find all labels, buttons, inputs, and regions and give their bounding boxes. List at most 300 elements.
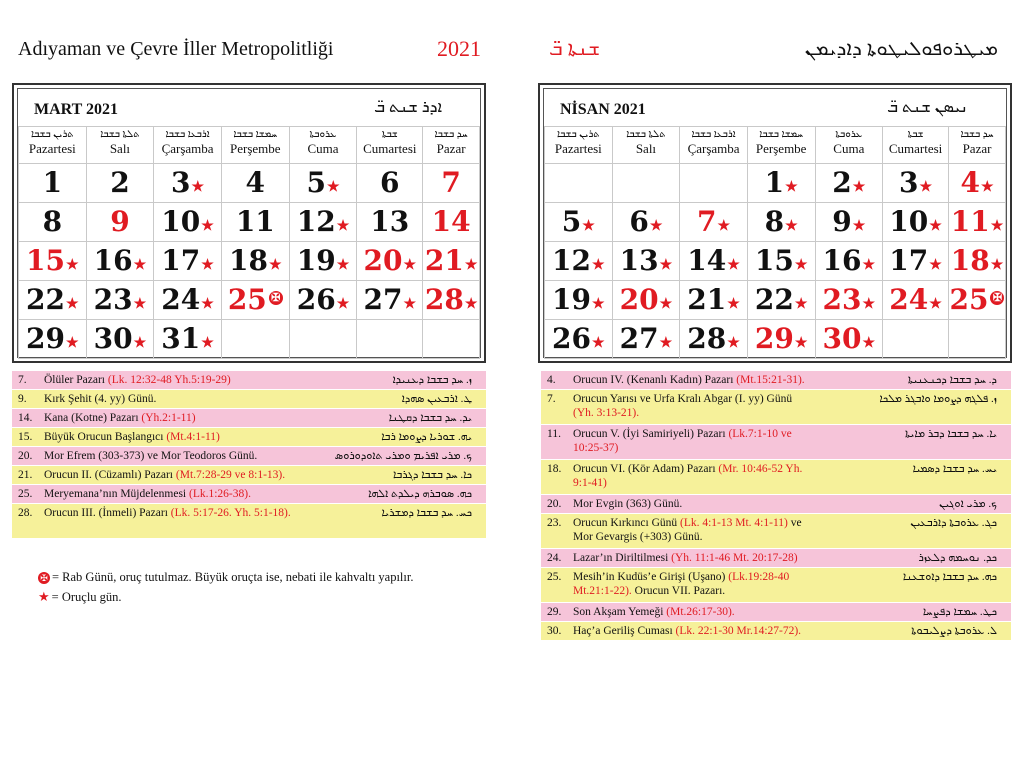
event-row (12, 466, 486, 485)
fasting-star-icon: ★ (852, 179, 866, 195)
empty-day-cell (423, 320, 480, 359)
march-calendar (12, 83, 486, 363)
day-number-text: 2 (832, 166, 852, 199)
april-calendar (538, 83, 1012, 363)
event-text (44, 468, 294, 482)
event-syriac-text: ܕ. ܚܕ ܒܫܒܐ ܕܟܢܥܢܝܬܐ (907, 374, 997, 386)
event-date: 9. (18, 393, 27, 405)
weekday-turkish: Pazar (962, 141, 992, 156)
day-number-text: 3 (171, 166, 191, 199)
week-row (545, 281, 1006, 320)
day-cell (86, 320, 154, 359)
empty-day-cell (289, 320, 357, 359)
event-text (573, 624, 813, 638)
day-number (357, 242, 422, 280)
day-cell (86, 203, 154, 242)
weekday-syriac: ܬܪܝܢ ܒܫܒܐ (30, 129, 74, 140)
day-number (883, 203, 948, 241)
event-text (573, 570, 813, 598)
day-number-text: 9 (110, 205, 130, 238)
day-number (816, 281, 883, 319)
event-date: 24. (547, 552, 562, 564)
event-syriac-text: ܟܕ. ܢܘܚܡܗ ܕܠܥܙܪ (918, 552, 997, 564)
fasting-star-icon: ★ (785, 218, 798, 234)
legend-star-row (38, 587, 413, 607)
day-number-text: 18 (229, 244, 268, 277)
day-number (423, 164, 479, 202)
day-number (87, 281, 154, 319)
event-name: Mor Evgin (363) Günü. (573, 498, 683, 510)
weekday-syriac: ܫܒܬܐ (381, 129, 398, 140)
event-reference: (Yh.2:1-11) (141, 412, 196, 424)
day-number-text: 27 (619, 322, 659, 355)
fasting-star-icon: ★ (794, 296, 808, 312)
event-syriac-text: ܟܓ. ܥܪܘܒܬܐ ܕܐܪܒܥܝܢ (910, 517, 997, 529)
day-number-text: 24 (161, 283, 201, 316)
fasting-star-icon: ★ (336, 296, 350, 312)
fasting-star-icon: ★ (201, 218, 214, 234)
event-syriac-text: ܟܚ. ܚܕ ܒܫܒܐ ܕܡܫܪܝܐ (381, 507, 472, 519)
event-reference: (Mt.7:28-29 ve 8:1-13). (175, 469, 286, 481)
fasting-star-icon: ★ (727, 257, 740, 273)
day-number-text: 21 (687, 283, 727, 316)
march-event-list (12, 371, 486, 539)
event-text (44, 506, 294, 520)
day-cell (86, 281, 154, 320)
event-reference: (Lk. 12:32-48 Yh.5:19-29) (107, 374, 231, 386)
event-syriac-text: ܟܗ. ܣܘܒܪܗ ܕܝܠܕܬ ܐܠܗܐ (368, 488, 472, 500)
event-text (44, 430, 294, 444)
day-number-text: 19 (296, 244, 336, 277)
event-text (573, 516, 813, 544)
day-number (222, 242, 289, 280)
legend-cross-row (38, 567, 413, 587)
day-number-text: 23 (822, 283, 862, 316)
day-number (816, 320, 883, 358)
day-cell (747, 281, 815, 320)
fasting-star-icon: ★ (727, 296, 740, 312)
day-cell (221, 203, 289, 242)
day-number-text: 29 (754, 322, 794, 355)
weekday-turkish: Perşembe (755, 141, 807, 156)
event-date: 23. (547, 517, 562, 529)
weekday-header (19, 127, 87, 164)
star-icon: ★ (38, 589, 50, 604)
weekday-header (949, 127, 1006, 164)
day-number (816, 242, 883, 280)
week-row (545, 242, 1006, 281)
day-cell (86, 164, 154, 203)
fasting-star-icon: ★ (929, 296, 942, 312)
day-number-text: 6 (629, 205, 649, 238)
event-text (573, 605, 813, 619)
event-reference: (Lk.1:26-38). (189, 488, 251, 500)
day-number (613, 281, 680, 319)
event-reference: (Mt.15:21-31). (736, 374, 805, 386)
weekday-turkish: Pazartesi (28, 141, 76, 156)
day-cell (545, 320, 613, 359)
day-number (19, 281, 86, 319)
april-calendar-inner (543, 88, 1007, 358)
weekday-header (545, 127, 613, 164)
day-cell (154, 164, 222, 203)
fasting-star-icon: ★ (464, 296, 478, 312)
weekday-header (815, 127, 883, 164)
day-number (748, 320, 815, 358)
day-cell (423, 242, 480, 281)
april-event-list (541, 371, 1011, 641)
day-number (357, 164, 422, 202)
day-number (883, 281, 948, 319)
day-number (816, 164, 883, 202)
fasting-star-icon: ★ (659, 257, 673, 273)
fasting-star-icon: ★ (990, 257, 1004, 273)
event-syriac-text: ܙ. ܚܕ ܒܫܒܐ ܕܥܢܝܕܐ (392, 374, 472, 386)
weekday-header (289, 127, 357, 164)
march-syriac-title: ܐܕܪ ܫܢܬ ܒ̈ (374, 99, 442, 116)
fasting-star-icon: ★ (929, 257, 942, 273)
empty-day-cell (883, 320, 949, 359)
day-number (19, 242, 86, 280)
march-grid (18, 126, 480, 359)
day-number (290, 281, 357, 319)
day-cell (815, 203, 883, 242)
day-number-text: 19 (552, 283, 592, 316)
weekday-turkish: Pazar (436, 141, 466, 156)
fasting-star-icon: ★ (727, 335, 740, 351)
event-syriac-text: ܟܛ. ܚܡܫܐ ܕܦܨܚܐ (922, 606, 997, 618)
event-syriac-text: ܝܐ. ܚܕ ܒܫܒܐ ܕܒܪ ܡܐܝܬܐ (905, 428, 997, 440)
event-name: Kırk Şehit (4. yy) Günü. (44, 393, 157, 405)
weekday-header (154, 127, 222, 164)
event-date: 25. (547, 571, 562, 583)
day-cell (545, 281, 613, 320)
day-cell (423, 203, 480, 242)
fasting-star-icon: ★ (336, 218, 350, 234)
day-number (883, 164, 948, 202)
day-cell (883, 203, 949, 242)
fasting-star-icon: ★ (66, 257, 79, 273)
week-row (545, 164, 1006, 203)
day-number (87, 242, 154, 280)
empty-day-cell (357, 320, 423, 359)
event-syriac-text: ܙ. ܦܠܓܗ ܕܨܘܡܐ ܘܐܒܓܪ ܡܠܟܐ (879, 393, 997, 405)
day-cell (815, 281, 883, 320)
day-cell (612, 281, 680, 320)
weekday-turkish: Cuma (307, 141, 339, 156)
weekday-turkish: Cumartesi (363, 141, 417, 156)
event-reference: (Mt.4:1-11) (166, 431, 220, 443)
event-text (44, 392, 294, 406)
event-name: Ölüler Pazarı (44, 374, 108, 386)
event-name: Kana (Kotne) Pazarı (44, 412, 142, 424)
event-name: Orucun II. (Cüzamlı) Pazarı (44, 469, 176, 481)
day-number (87, 203, 154, 241)
event-row (541, 495, 1011, 514)
event-row (12, 428, 486, 447)
day-number-text: 3 (899, 166, 919, 199)
event-text (573, 497, 813, 511)
fasting-star-icon: ★ (133, 335, 147, 351)
day-number (19, 320, 86, 358)
weekday-syriac: ܬܠܬܐ ܒܫܒܐ (626, 129, 666, 140)
weekday-syriac: ܐܪܒܥܐ ܒܫܒܐ (165, 129, 210, 140)
weekday-header (747, 127, 815, 164)
day-number-text: 30 (822, 322, 862, 355)
fasting-star-icon: ★ (66, 296, 79, 312)
empty-day-cell (545, 164, 613, 203)
march-title: MART 2021 (34, 101, 119, 118)
event-row (12, 409, 486, 428)
fasting-star-icon: ★ (862, 296, 876, 312)
day-number (222, 203, 289, 241)
day-number-text: 26 (552, 322, 592, 355)
event-reference: (Lk. 5:17-26. Yh. 5:1-18). (170, 507, 291, 519)
day-number-text: 9 (832, 205, 852, 238)
event-row (541, 568, 1011, 603)
lords-day-cross-icon: ✠ (269, 291, 283, 305)
day-number-text: 25 (227, 283, 267, 316)
event-name: Orucun V. (İyi Samiriyeli) Pazarı (573, 428, 729, 440)
weekday-syriac: ܐܪܒܥܐ ܒܫܒܐ (691, 129, 736, 140)
fasting-star-icon: ★ (336, 257, 350, 273)
day-number (423, 242, 479, 280)
day-number (545, 203, 612, 241)
day-number (222, 164, 289, 202)
day-number-text: 22 (754, 283, 794, 316)
fasting-star-icon: ★ (794, 335, 808, 351)
day-cell (289, 242, 357, 281)
event-date: 11. (547, 428, 561, 440)
event-syriac-text: ܝܗ. ܫܘܪܝܐ ܕܨܘܡܐ ܪܒܐ (381, 431, 472, 443)
fasting-star-icon: ★ (464, 257, 478, 273)
day-number-text: 11 (950, 205, 990, 238)
event-text (573, 392, 813, 420)
event-name: Orucun Yarısı ve Urfa Kralı Abgar (I. yy) Günü (573, 393, 793, 405)
day-number-text: 5 (561, 205, 582, 238)
event-row (541, 425, 1011, 460)
day-number (423, 281, 479, 319)
day-number (816, 203, 883, 241)
event-name: ve Mor Gevargis (+303) Günü. (573, 517, 802, 543)
weekday-turkish: Salı (109, 141, 131, 156)
day-number (290, 242, 357, 280)
day-number (19, 164, 86, 202)
day-number-text: 16 (93, 244, 133, 277)
weekday-syriac: ܥܪܘܒܬܐ (835, 129, 863, 140)
day-number (680, 203, 747, 241)
day-number-text: 7 (441, 166, 461, 199)
legend (38, 567, 413, 607)
fasting-star-icon: ★ (403, 257, 417, 273)
weekday-syriac: ܥܪܘܒܬܐ (309, 129, 337, 140)
legend-cross-text: = Rab Günü, oruç tutulmaz. Büyük oruçta ise, nebati ile kahvaltı yapılır. (52, 570, 414, 584)
day-cell (815, 242, 883, 281)
event-text (573, 427, 813, 455)
fasting-star-icon: ★ (649, 218, 663, 234)
day-number (680, 320, 747, 358)
event-date: 30. (547, 625, 562, 637)
weekday-syriac: ܬܪܝܢ ܒܫܒܐ (556, 129, 600, 140)
event-reference: (Lk.19:28-40 Mt.21:1-22). (573, 571, 790, 597)
april-grid (544, 126, 1006, 359)
day-cell (545, 203, 613, 242)
weekday-syriac: ܚܕ ܒܫܒܐ (960, 129, 994, 140)
day-number-text: 28 (687, 322, 727, 355)
day-cell (221, 281, 289, 320)
event-date: 4. (547, 374, 556, 386)
event-syriac-text: ܝܚ. ܚܕ ܒܫܒܐ ܕܣܡܝܐ (912, 463, 997, 475)
fasting-star-icon: ★ (133, 257, 147, 273)
event-row (12, 447, 486, 466)
event-reference: (Lk.7:1-10 ve 10:25-37) (573, 428, 792, 454)
day-cell (680, 281, 748, 320)
day-number-text: 27 (363, 283, 403, 316)
fasting-star-icon: ★ (201, 257, 214, 273)
event-reference: (Mr. 10:46-52 Yh. 9:1-41) (573, 463, 803, 489)
week-row (19, 281, 480, 320)
syriac-metropolis-title: ܡܝܛܪܘܦܘܠܝܛܘܬܐ ܕܐܕܝܡܢ (804, 38, 998, 60)
weekday-syriac: ܬܠܬܐ ܒܫܒܐ (100, 129, 140, 140)
event-text (573, 551, 813, 565)
fasting-star-icon: ★ (133, 296, 147, 312)
event-row (12, 371, 486, 390)
day-number (87, 164, 154, 202)
day-number (883, 242, 948, 280)
day-cell (612, 242, 680, 281)
event-date: 29. (547, 606, 562, 618)
weekday-turkish: Çarşamba (687, 141, 740, 156)
fasting-star-icon: ★ (717, 218, 731, 234)
empty-day-cell (680, 164, 748, 203)
fasting-star-icon: ★ (659, 335, 673, 351)
fasting-star-icon: ★ (269, 257, 282, 273)
event-syriac-text: ܝܕ. ܚܕ ܒܫܒܐ ܕܩܛܢܐ (388, 412, 472, 424)
event-reference: (Lk. 22:1-30 Mr.14:27-72). (675, 625, 802, 637)
day-number-text: 18 (950, 244, 990, 277)
event-text (44, 373, 294, 387)
day-number (87, 320, 154, 358)
day-number (545, 281, 612, 319)
event-row (541, 622, 1011, 641)
event-row (12, 485, 486, 504)
fasting-star-icon: ★ (659, 296, 673, 312)
day-number (680, 242, 747, 280)
empty-day-cell (949, 320, 1006, 359)
day-cell (357, 164, 423, 203)
fasting-star-icon: ★ (201, 335, 214, 351)
day-cell (423, 281, 480, 320)
fasting-star-icon: ★ (990, 218, 1004, 234)
event-date: 20. (18, 450, 33, 462)
day-number-text: 31 (161, 322, 201, 355)
day-number-text: 25 (949, 283, 989, 316)
day-cell (815, 164, 883, 203)
syriac-year-label: ܫܢܬܐ ܒ̈ (549, 38, 601, 60)
event-syriac-text: ܟ. ܡܪܝ ܐܦܪܝܡ ܘܡܪܝ ܬܐܘܕܘܪܘܣ (334, 450, 472, 462)
april-title: NİSAN 2021 (560, 101, 646, 118)
event-text (44, 487, 294, 501)
legend-star-text: = Oruçlu gün. (51, 590, 122, 604)
day-number (290, 203, 357, 241)
day-cell (357, 281, 423, 320)
fasting-star-icon: ★ (592, 335, 605, 351)
day-cell (883, 164, 949, 203)
event-row (12, 504, 486, 539)
day-number-text: 24 (889, 283, 929, 316)
event-date: 15. (18, 431, 33, 443)
day-number (154, 320, 221, 358)
fasting-star-icon: ★ (592, 296, 605, 312)
event-date: 21. (18, 469, 33, 481)
day-number-text: 17 (889, 244, 929, 277)
event-reference: (Yh. 11:1-46 Mt. 20:17-28) (671, 552, 798, 564)
day-number (423, 203, 479, 241)
weekday-header (680, 127, 748, 164)
day-number-text: 4 (245, 166, 266, 199)
year-label: 2021 (437, 36, 481, 61)
weekday-turkish: Perşembe (230, 141, 281, 156)
day-cell (19, 242, 87, 281)
event-text (44, 411, 294, 425)
fasting-star-icon: ★ (66, 335, 79, 351)
day-number (949, 164, 1005, 202)
fasting-star-icon: ★ (785, 179, 798, 195)
weekday-header (612, 127, 680, 164)
day-number-text: 30 (93, 322, 133, 355)
day-number (748, 164, 815, 202)
day-number (949, 281, 1005, 319)
day-cell (545, 242, 613, 281)
event-syriac-text: ܟܗ. ܚܕ ܒܫܒܐ ܕܐܘܫܥܢܐ (902, 571, 997, 583)
fasting-star-icon: ★ (919, 179, 933, 195)
day-cell (949, 164, 1006, 203)
empty-day-cell (612, 164, 680, 203)
day-number-text: 1 (764, 166, 785, 199)
day-number-text: 8 (42, 205, 63, 238)
day-number-text: 5 (306, 166, 326, 199)
metropolis-title: Adıyaman ve Çevre İller Metropolitliği (18, 38, 334, 60)
day-number-text: 10 (161, 205, 201, 238)
event-name: Lazar’ın Diriltilmesi (573, 552, 672, 564)
fasting-star-icon: ★ (592, 257, 605, 273)
event-text (44, 449, 294, 463)
day-number-text: 20 (619, 283, 659, 316)
day-cell (154, 281, 222, 320)
event-date: 25. (18, 488, 33, 500)
april-syriac-title: ܢܝܣܢ ܫܢܬ ܒ̈ (887, 99, 968, 116)
week-row (19, 320, 480, 359)
weekday-turkish: Cumartesi (888, 141, 943, 156)
lords-day-cross-icon: ✠ (990, 291, 1004, 305)
event-name: Orucun III. (İnmeli) Pazarı (44, 507, 171, 519)
day-number (545, 242, 612, 280)
day-number-text: 7 (697, 205, 717, 238)
day-number-text: 17 (161, 244, 201, 277)
day-number-text: 4 (960, 166, 980, 199)
event-name: Orucun VI. (Kör Adam) Pazarı (573, 463, 719, 475)
day-number-text: 21 (424, 244, 464, 277)
event-row (541, 603, 1011, 622)
event-syriac-text: ܛ. ܐܪܒܥܝܢ ܣܗܕܐ (401, 393, 472, 405)
weekday-header (423, 127, 480, 164)
day-cell (883, 281, 949, 320)
day-cell (612, 203, 680, 242)
weekday-turkish: Çarşamba (161, 141, 214, 156)
event-name: Mesih’in Kudüs’e Girişi (Uşano) (573, 571, 729, 583)
day-number-text: 26 (296, 283, 336, 316)
empty-day-cell (221, 320, 289, 359)
